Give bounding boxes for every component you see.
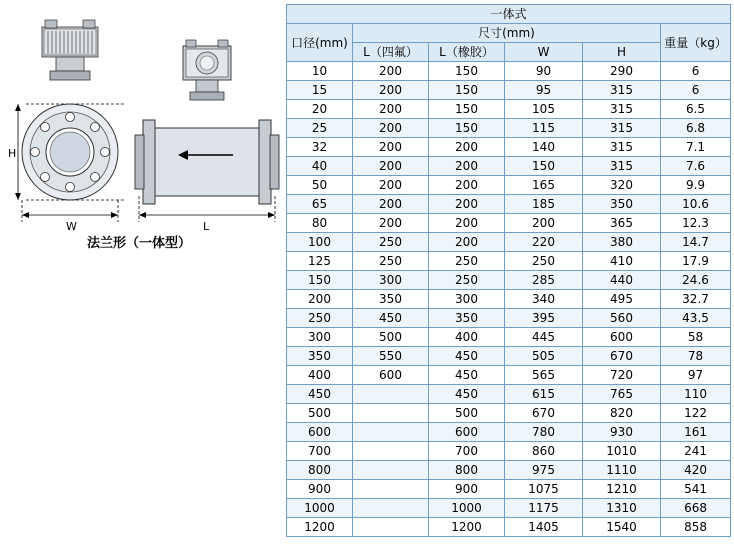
table-cell: 541 <box>661 480 731 499</box>
table-cell: 365 <box>583 214 661 233</box>
header-bore: 口径(mm) <box>287 24 353 62</box>
table-cell: 6.8 <box>661 119 731 138</box>
table-cell: 1000 <box>287 499 353 518</box>
table-cell: 420 <box>661 461 731 480</box>
table-row <box>287 157 731 176</box>
table-cell: 115 <box>505 119 583 138</box>
table-cell: 78 <box>661 347 731 366</box>
table-cell: 500 <box>429 404 505 423</box>
table-cell: 315 <box>583 157 661 176</box>
table-cell: 765 <box>583 385 661 404</box>
table-cell: 80 <box>287 214 353 233</box>
table-cell: 150 <box>287 271 353 290</box>
table-cell: 100 <box>287 233 353 252</box>
table-cell: 320 <box>583 176 661 195</box>
table-cell: 858 <box>661 518 731 537</box>
table-cell: 200 <box>353 119 429 138</box>
table-cell: 15 <box>287 81 353 100</box>
table-cell: 450 <box>429 366 505 385</box>
table-cell: 125 <box>287 252 353 271</box>
table-row <box>287 138 731 157</box>
table-cell: 250 <box>353 233 429 252</box>
table-cell: 1200 <box>429 518 505 537</box>
table-cell: 200 <box>353 138 429 157</box>
table-cell: 615 <box>505 385 583 404</box>
table-cell: 150 <box>429 100 505 119</box>
table-cell: 440 <box>583 271 661 290</box>
table-cell: 700 <box>429 442 505 461</box>
table-row <box>287 347 731 366</box>
table-row <box>287 100 731 119</box>
table-cell: 7.1 <box>661 138 731 157</box>
table-cell <box>353 404 429 423</box>
height-label: H <box>8 147 17 160</box>
table-cell: 1310 <box>583 499 661 518</box>
table-cell: 161 <box>661 423 731 442</box>
table-cell: 450 <box>353 309 429 328</box>
table-cell: 40 <box>287 157 353 176</box>
table-cell: 720 <box>583 366 661 385</box>
table-body <box>287 62 731 537</box>
table-cell: 445 <box>505 328 583 347</box>
table-cell: 300 <box>287 328 353 347</box>
table-cell: 43.5 <box>661 309 731 328</box>
flange-face <box>22 104 118 200</box>
table-cell: 550 <box>353 347 429 366</box>
table-title-row <box>287 5 731 24</box>
table-row <box>287 176 731 195</box>
table-cell: 800 <box>287 461 353 480</box>
table-cell: 600 <box>353 366 429 385</box>
table-cell: 1000 <box>429 499 505 518</box>
table-head <box>287 5 731 62</box>
table-cell <box>353 385 429 404</box>
table-cell: 315 <box>583 119 661 138</box>
table-cell: 50 <box>287 176 353 195</box>
table-cell: 668 <box>661 499 731 518</box>
table-cell: 930 <box>583 423 661 442</box>
table-row <box>287 404 731 423</box>
table-cell: 600 <box>287 423 353 442</box>
spec-table-container <box>286 4 730 537</box>
table-cell: 95 <box>505 81 583 100</box>
table-cell: 220 <box>505 233 583 252</box>
table-cell: 900 <box>429 480 505 499</box>
table-cell: 395 <box>505 309 583 328</box>
table-cell: 200 <box>429 214 505 233</box>
table-cell: 400 <box>287 366 353 385</box>
flowmeter-body <box>135 120 279 204</box>
table-cell: 14.7 <box>661 233 731 252</box>
flowmeter-drawing <box>0 0 286 250</box>
table-row <box>287 461 731 480</box>
table-cell: 7.6 <box>661 157 731 176</box>
table-cell: 505 <box>505 347 583 366</box>
table-cell: 285 <box>505 271 583 290</box>
width-dimension <box>22 200 118 222</box>
table-cell: 12.3 <box>661 214 731 233</box>
table-cell: 250 <box>429 271 505 290</box>
table-cell: 65 <box>287 195 353 214</box>
table-cell: 200 <box>429 157 505 176</box>
table-cell: 495 <box>583 290 661 309</box>
table-title: 一体式 <box>287 5 731 24</box>
table-cell: 58 <box>661 328 731 347</box>
length-label: L <box>203 220 210 233</box>
table-cell: 200 <box>429 195 505 214</box>
table-cell: 315 <box>583 138 661 157</box>
table-cell <box>353 461 429 480</box>
table-cell: 350 <box>429 309 505 328</box>
table-cell: 110 <box>661 385 731 404</box>
table-cell: 250 <box>429 252 505 271</box>
table-cell: 500 <box>287 404 353 423</box>
table-row <box>287 252 731 271</box>
table-cell: 565 <box>505 366 583 385</box>
table-cell: 90 <box>505 62 583 81</box>
table-cell: 105 <box>505 100 583 119</box>
table-row <box>287 328 731 347</box>
flowmeter-diagram <box>0 0 286 552</box>
table-row <box>287 214 731 233</box>
table-cell: 32 <box>287 138 353 157</box>
table-cell: 17.9 <box>661 252 731 271</box>
table-cell: 150 <box>429 119 505 138</box>
table-cell: 780 <box>505 423 583 442</box>
table-cell: 1540 <box>583 518 661 537</box>
table-header-row-1 <box>287 24 731 43</box>
table-cell: 6.5 <box>661 100 731 119</box>
table-cell: 1010 <box>583 442 661 461</box>
header-l-rubber: L（橡胶） <box>429 43 505 62</box>
table-row <box>287 233 731 252</box>
table-cell <box>353 423 429 442</box>
table-cell <box>353 480 429 499</box>
table-cell: 200 <box>353 214 429 233</box>
table-cell: 200 <box>353 176 429 195</box>
table-cell: 300 <box>353 271 429 290</box>
table-row <box>287 309 731 328</box>
table-cell: 25 <box>287 119 353 138</box>
table-row <box>287 442 731 461</box>
table-cell: 290 <box>583 62 661 81</box>
table-cell: 185 <box>505 195 583 214</box>
table-cell: 10.6 <box>661 195 731 214</box>
table-cell: 340 <box>505 290 583 309</box>
table-cell: 500 <box>353 328 429 347</box>
table-cell: 200 <box>429 138 505 157</box>
table-row <box>287 195 731 214</box>
table-cell: 97 <box>661 366 731 385</box>
table-cell <box>353 442 429 461</box>
table-row <box>287 366 731 385</box>
table-cell: 300 <box>429 290 505 309</box>
table-cell: 400 <box>429 328 505 347</box>
table-row <box>287 499 731 518</box>
table-cell: 1405 <box>505 518 583 537</box>
table-cell: 600 <box>429 423 505 442</box>
spec-table <box>286 4 731 537</box>
table-cell: 350 <box>353 290 429 309</box>
table-cell: 315 <box>583 81 661 100</box>
table-cell: 200 <box>353 81 429 100</box>
table-row <box>287 119 731 138</box>
table-cell: 150 <box>429 62 505 81</box>
table-cell: 670 <box>505 404 583 423</box>
table-cell: 140 <box>505 138 583 157</box>
table-cell: 350 <box>287 347 353 366</box>
length-dimension <box>139 196 275 222</box>
table-cell: 250 <box>353 252 429 271</box>
table-cell: 10 <box>287 62 353 81</box>
table-cell: 241 <box>661 442 731 461</box>
table-cell: 1175 <box>505 499 583 518</box>
width-label: W <box>66 220 77 233</box>
table-cell: 200 <box>505 214 583 233</box>
table-cell: 122 <box>661 404 731 423</box>
table-cell: 820 <box>583 404 661 423</box>
table-cell: 24.6 <box>661 271 731 290</box>
table-row <box>287 290 731 309</box>
transmitter-head-left <box>42 20 98 80</box>
table-cell: 200 <box>287 290 353 309</box>
table-cell <box>353 518 429 537</box>
table-cell: 350 <box>583 195 661 214</box>
table-cell: 1200 <box>287 518 353 537</box>
table-cell <box>353 499 429 518</box>
table-cell: 450 <box>287 385 353 404</box>
table-cell: 560 <box>583 309 661 328</box>
table-cell: 1075 <box>505 480 583 499</box>
table-row <box>287 62 731 81</box>
table-cell: 600 <box>583 328 661 347</box>
header-weight: 重量（kg） <box>661 24 731 62</box>
table-cell: 200 <box>353 62 429 81</box>
table-row <box>287 271 731 290</box>
table-cell: 700 <box>287 442 353 461</box>
table-cell: 670 <box>583 347 661 366</box>
table-cell: 860 <box>505 442 583 461</box>
table-cell: 32.7 <box>661 290 731 309</box>
table-row <box>287 385 731 404</box>
table-cell: 165 <box>505 176 583 195</box>
table-cell: 200 <box>353 100 429 119</box>
header-size-group: 尺寸(mm) <box>353 24 661 43</box>
table-cell: 380 <box>583 233 661 252</box>
table-cell: 450 <box>429 347 505 366</box>
table-cell: 9.9 <box>661 176 731 195</box>
diagram-caption: 法兰形（一体型） <box>86 236 191 251</box>
header-w: W <box>505 43 583 62</box>
table-row <box>287 480 731 499</box>
table-cell: 200 <box>353 157 429 176</box>
table-cell: 6 <box>661 81 731 100</box>
table-cell: 1210 <box>583 480 661 499</box>
table-cell: 20 <box>287 100 353 119</box>
table-cell: 315 <box>583 100 661 119</box>
table-row <box>287 81 731 100</box>
table-cell: 200 <box>429 176 505 195</box>
table-cell: 900 <box>287 480 353 499</box>
table-cell: 200 <box>353 195 429 214</box>
table-cell: 975 <box>505 461 583 480</box>
table-cell: 1110 <box>583 461 661 480</box>
table-cell: 800 <box>429 461 505 480</box>
header-l-ptfe: L（四氟） <box>353 43 429 62</box>
table-row <box>287 423 731 442</box>
table-cell: 250 <box>505 252 583 271</box>
transmitter-head-right <box>183 40 231 100</box>
table-cell: 450 <box>429 385 505 404</box>
table-cell: 200 <box>429 233 505 252</box>
table-cell: 150 <box>429 81 505 100</box>
table-row <box>287 518 731 537</box>
table-cell: 150 <box>505 157 583 176</box>
table-cell: 410 <box>583 252 661 271</box>
table-cell: 250 <box>287 309 353 328</box>
table-cell: 6 <box>661 62 731 81</box>
header-h: H <box>583 43 661 62</box>
